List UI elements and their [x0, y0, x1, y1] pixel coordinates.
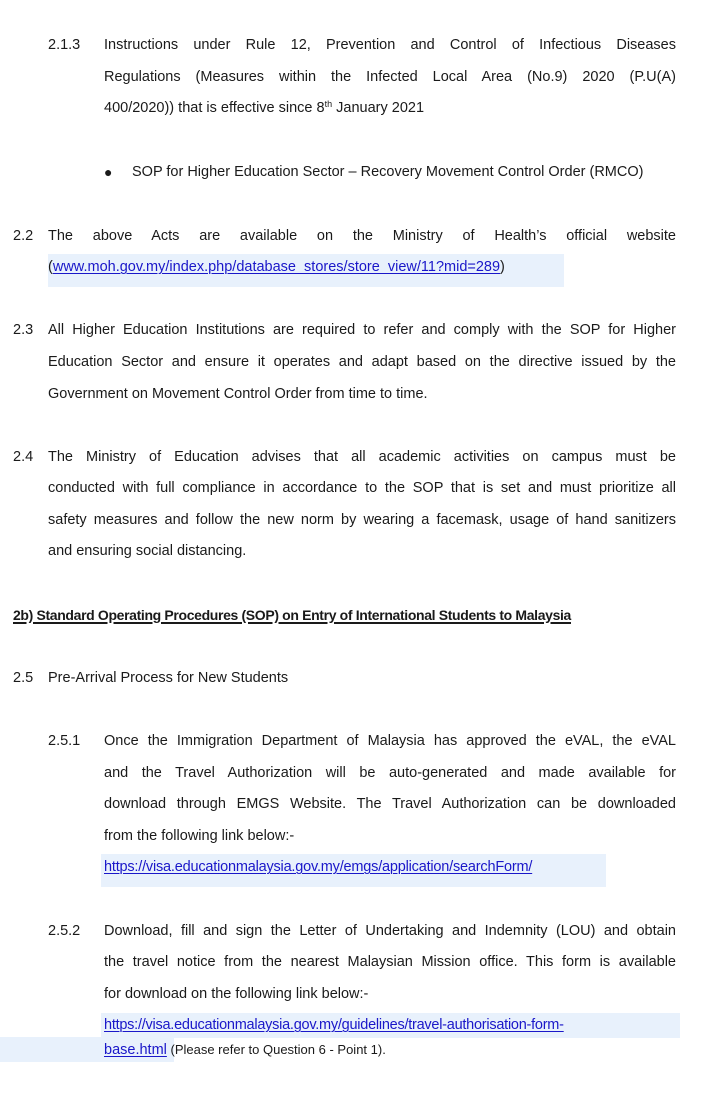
bullet-item: SOP for Higher Education Sector – Recovery Movement Control Order (RMCO): [132, 164, 644, 180]
paragraph-line: Regulations (Measures within the Infected Local Area (No.9) 2020 (P.U(A): [104, 69, 676, 85]
paragraph-line: Education Sector and ensure it operates and adapt based on the directive issued by the: [48, 354, 676, 370]
ordinal-suffix: th: [324, 99, 333, 109]
bullet-icon: ●: [104, 164, 113, 180]
paren: (: [48, 259, 53, 275]
paren: ): [500, 259, 505, 275]
paragraph-line: safety measures and follow the new norm by wearing a facemask, usage of hand sanitizers: [48, 512, 676, 528]
paragraph-line: [48, 257, 505, 277]
paragraph-line: from the following link below:-: [104, 828, 295, 844]
section-number: 2.4: [13, 449, 34, 465]
paragraph-line: conducted with full compliance in accordance to the SOP that is set and must prioritize all: [48, 480, 676, 496]
paragraph-text: January 2021: [332, 100, 425, 116]
paragraph-line: the travel notice from the nearest Malaysian Mission office. This form is available: [104, 954, 676, 970]
section-number: 2.5: [13, 670, 34, 686]
paragraph-line: The Ministry of Education advises that all academic activities on campus must be: [48, 449, 676, 465]
travel-authorization-link[interactable]: https://visa.educationmalaysia.gov.my/emgs/application/searchForm/: [104, 859, 533, 875]
moh-website-link[interactable]: www.moh.gov.my/index.php/database_stores/store_view/11?mid=289: [52, 259, 501, 275]
section-number: 2.3: [13, 322, 34, 338]
section-number: 2.5.2: [48, 923, 81, 939]
lou-form-link-continued[interactable]: base.html: [104, 1042, 167, 1058]
paragraph-line: Instructions under Rule 12, Prevention and Control of Infectious Diseases: [104, 37, 676, 53]
paragraph-line: [104, 857, 602, 877]
paragraph-text: 400/2020)) that is effective since 8: [104, 100, 325, 116]
paragraph-line: [104, 98, 424, 118]
section-number: 2.1.3: [48, 37, 81, 53]
paragraph-line: Government on Movement Control Order from time to time.: [48, 386, 428, 402]
paragraph-line: and ensuring social distancing.: [48, 543, 247, 559]
paragraph-line: The above Acts are available on the Ministry of Health’s official website: [48, 228, 676, 244]
paragraph-line: Once the Immigration Department of Malaysia has approved the eVAL, the eVAL: [104, 733, 676, 749]
paragraph-line: and the Travel Authorization will be auto-generated and made available for: [104, 765, 676, 781]
paragraph-line: All Higher Education Institutions are required to refer and comply with the SOP for Higher: [48, 322, 676, 338]
section-number: 2.2: [13, 228, 34, 244]
paragraph-line: [104, 1015, 564, 1035]
reference-note: (Please refer to Question 6 - Point 1).: [166, 1042, 386, 1057]
section-number: 2.5.1: [48, 733, 81, 749]
paragraph-line: [104, 1040, 386, 1060]
section-heading: 2b) Standard Operating Procedures (SOP) on Entry of International Students to Malaysia: [13, 607, 571, 623]
paragraph-line: for download on the following link below:-: [104, 986, 369, 1002]
paragraph-line: Download, fill and sign the Letter of Undertaking and Indemnity (LOU) and obtain: [104, 923, 676, 939]
paragraph-line: download through EMGS Website. The Travel Authorization can be downloaded: [104, 796, 676, 812]
lou-form-link[interactable]: https://visa.educationmalaysia.gov.my/guidelines/travel-authorisation-form-: [104, 1017, 564, 1033]
section-title: Pre-Arrival Process for New Students: [48, 670, 289, 686]
